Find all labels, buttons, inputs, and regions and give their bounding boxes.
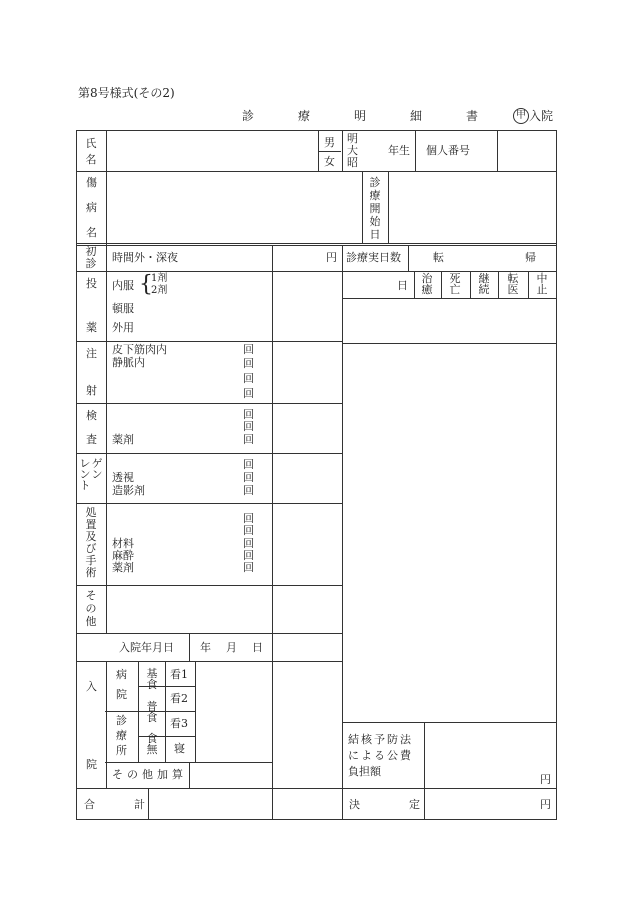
- first-visit-label: 初診: [85, 245, 97, 270]
- times-label: 回: [243, 387, 254, 400]
- date-day: 日: [252, 641, 263, 654]
- regular-meal-label: 普食: [146, 700, 158, 724]
- xray-label-2: ゲン: [91, 457, 103, 481]
- inpatient-section-label-1: 入: [86, 680, 97, 693]
- hospital-label-2: 院: [116, 688, 127, 701]
- tb-yen: 円: [540, 773, 551, 786]
- intravenous-label: 静脈内: [112, 356, 145, 369]
- outcome-cured: 治癒: [421, 272, 433, 296]
- date-month: 月: [226, 641, 237, 654]
- outcome-continued: 継続: [478, 272, 490, 296]
- prn-label: 頓服: [112, 302, 134, 315]
- decision-label-2: 定: [409, 798, 420, 811]
- diagnosis-label-3: 名: [86, 226, 97, 239]
- tb-law-line-2: による公費: [348, 749, 413, 762]
- nursing-3-label: 看3: [170, 717, 188, 730]
- tb-law-line-3: 負担額: [348, 765, 381, 778]
- title-char: 療: [298, 109, 311, 123]
- era-showa: 昭: [347, 156, 358, 169]
- diagnosis-label-2: 病: [86, 201, 97, 214]
- document-title: [242, 110, 478, 123]
- outcome-stopped: 中止: [536, 272, 548, 296]
- name-label: 氏名: [85, 137, 97, 166]
- total-label-1: 合: [84, 798, 95, 811]
- decision-label-1: 決: [349, 798, 360, 811]
- contrast-label: 造影剤: [112, 484, 145, 497]
- inpatient-label: 入院: [529, 109, 554, 123]
- test-label-1: 検: [86, 409, 97, 422]
- transfer-label: 転: [433, 251, 444, 264]
- times-label: 回: [243, 561, 254, 574]
- day-label: 日: [397, 279, 408, 292]
- no-meal-label: 食無: [146, 732, 158, 756]
- times-label: 回: [243, 343, 254, 356]
- times-label: 回: [243, 408, 254, 421]
- times-label: 回: [243, 524, 254, 537]
- outcome-transferred: 転医: [507, 272, 519, 296]
- materials-label: 材料: [112, 537, 134, 550]
- male-label: 男: [324, 136, 335, 149]
- era-meiji: 明: [347, 132, 358, 145]
- subcutaneous-label: 皮下筋肉内: [112, 343, 167, 356]
- brace: {: [139, 272, 153, 297]
- nursing-1-label: 看1: [170, 668, 188, 681]
- female-label: 女: [324, 155, 335, 168]
- other-addition-label: その他加算: [112, 768, 187, 781]
- procedure-label: 処置及び手術: [85, 506, 97, 579]
- first-visit-yen: 円: [326, 251, 337, 264]
- hospital-label-1: 病: [116, 668, 127, 681]
- outcome-label: 帰: [525, 251, 536, 264]
- procedure-drug-label: 薬剤: [112, 561, 134, 574]
- personal-number-label: 個人番号: [426, 144, 470, 157]
- clinic-label-2: 療: [116, 729, 127, 742]
- fluoroscopy-label: 透視: [112, 471, 134, 484]
- two-dose-label: 2剤: [151, 285, 168, 296]
- era-taisho: 大: [347, 144, 358, 157]
- test-drug-label: 薬剤: [112, 433, 134, 446]
- times-label: 回: [243, 484, 254, 497]
- times-label: 回: [243, 372, 254, 385]
- ko-mark: 甲: [513, 108, 529, 124]
- diagnosis-label-1: 傷: [86, 176, 97, 189]
- treatment-start-label: 診療開始日: [369, 176, 381, 241]
- title-char: 明: [354, 109, 367, 123]
- clinic-label-1: 診: [116, 714, 127, 727]
- medication-label-1: 投: [86, 277, 97, 290]
- title-char: 書: [466, 109, 479, 123]
- form-number: 第8号様式(その2): [78, 86, 175, 100]
- inpatient-section-label-2: 院: [86, 758, 97, 771]
- test-label-2: 査: [86, 433, 97, 446]
- injection-label-1: 注: [86, 347, 97, 360]
- internal-label: 内服: [112, 279, 134, 292]
- times-label: 回: [243, 471, 254, 484]
- medication-label-2: 薬: [86, 321, 97, 334]
- treatment-days-label: 診療実日数: [346, 251, 401, 264]
- anesthesia-label: 麻酔: [112, 549, 134, 562]
- date-year: 年: [200, 641, 211, 654]
- times-label: 回: [243, 512, 254, 525]
- title-char: 細: [410, 109, 423, 123]
- outcome-died: 死亡: [449, 272, 461, 296]
- after-hours-label: 時間外・深夜: [112, 251, 178, 264]
- birth-year-label: 年生: [388, 144, 410, 157]
- one-dose-label: 1剤: [151, 273, 168, 284]
- times-label: 回: [243, 433, 254, 446]
- times-label: 回: [243, 357, 254, 370]
- times-label: 回: [243, 549, 254, 562]
- times-label: 回: [243, 420, 254, 433]
- nursing-2-label: 看2: [170, 692, 188, 705]
- tb-law-line-1: 結核予防法: [348, 733, 413, 746]
- times-label: 回: [243, 458, 254, 471]
- xray-label-1: レント: [79, 457, 91, 492]
- basic-meal-label: 基食: [146, 667, 158, 691]
- injection-label-2: 射: [86, 384, 97, 397]
- title-char: 診: [242, 109, 255, 123]
- bedding-label: 寝: [174, 742, 185, 755]
- external-label: 外用: [112, 321, 134, 334]
- other-label: その他: [85, 589, 97, 628]
- clinic-label-3: 所: [116, 744, 127, 757]
- times-label: 回: [243, 537, 254, 550]
- admission-date-label: 入院年月日: [119, 641, 174, 654]
- decision-yen: 円: [540, 798, 551, 811]
- total-label-2: 計: [134, 798, 145, 811]
